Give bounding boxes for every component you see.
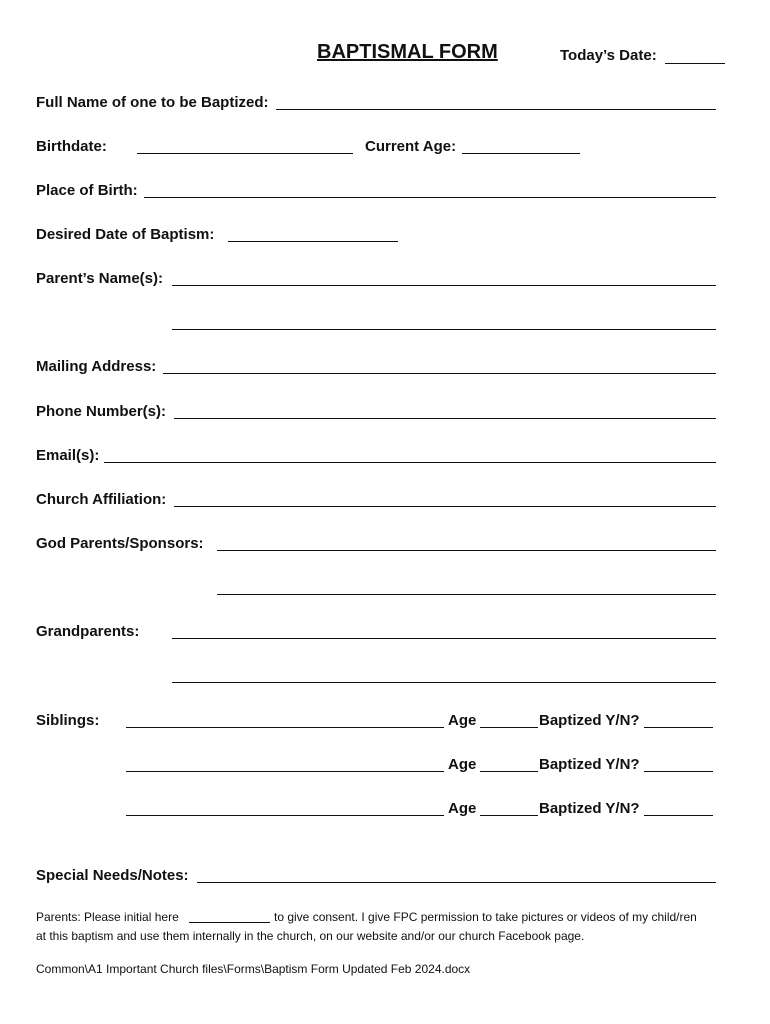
current-age-label: Current Age: [365, 138, 457, 155]
birthdate-field[interactable] [137, 153, 353, 154]
parents-names-field-2[interactable] [172, 329, 716, 330]
phone-numbers-field[interactable] [174, 418, 716, 419]
sibling-name-field[interactable] [126, 815, 444, 816]
place-of-birth-field[interactable] [144, 197, 716, 198]
special-needs-label: Special Needs/Notes: [36, 867, 189, 884]
parents-names-label: Parent’s Name(s): [36, 270, 163, 287]
church-affiliation-field[interactable] [174, 506, 716, 507]
sibling-baptized-field[interactable] [644, 727, 713, 728]
birthdate-label: Birthdate: [36, 138, 107, 155]
mailing-address-label: Mailing Address: [36, 358, 157, 375]
form-title: BAPTISMAL FORM [317, 41, 498, 63]
phone-numbers-label: Phone Number(s): [36, 403, 167, 420]
desired-date-label: Desired Date of Baptism: [36, 226, 215, 243]
sibling-name-field[interactable] [126, 727, 444, 728]
emails-label: Email(s): [36, 447, 100, 464]
sibling-age-field[interactable] [480, 727, 538, 728]
sibling-baptized-label: Baptized Y/N? [539, 800, 640, 817]
sibling-age-label: Age [448, 756, 477, 773]
grandparents-field-1[interactable] [172, 638, 716, 639]
sibling-age-label: Age [448, 712, 477, 729]
sibling-baptized-field[interactable] [644, 815, 713, 816]
emails-field[interactable] [104, 462, 716, 463]
special-needs-field[interactable] [197, 882, 716, 883]
sibling-age-field[interactable] [480, 815, 538, 816]
grandparents-label: Grandparents: [36, 623, 140, 640]
full-name-label: Full Name of one to be Baptized: [36, 94, 269, 111]
parents-names-field-1[interactable] [172, 285, 716, 286]
god-parents-field-2[interactable] [217, 594, 716, 595]
todays-date-field[interactable] [665, 63, 725, 64]
consent-initial-field[interactable] [189, 922, 270, 923]
mailing-address-field[interactable] [163, 373, 716, 374]
grandparents-field-2[interactable] [172, 682, 716, 683]
current-age-field[interactable] [462, 153, 580, 154]
god-parents-label: God Parents/Sponsors: [36, 535, 204, 552]
siblings-label: Siblings: [36, 712, 100, 729]
footer-file-path: Common\A1 Important Church files\Forms\Baptism Form Updated Feb 2024.docx [36, 962, 471, 976]
consent-text-end: to give consent. I give FPC permission to take pictures or videos of my child/ren [274, 910, 697, 924]
consent-text-line2: at this baptism and use them internally in the church, on our website and/or our church Facebook page. [36, 929, 585, 943]
place-of-birth-label: Place of Birth: [36, 182, 138, 199]
sibling-name-field[interactable] [126, 771, 444, 772]
full-name-field[interactable] [276, 109, 716, 110]
sibling-baptized-field[interactable] [644, 771, 713, 772]
todays-date-label: Today’s Date: [560, 47, 657, 64]
sibling-age-field[interactable] [480, 771, 538, 772]
sibling-baptized-label: Baptized Y/N? [539, 756, 640, 773]
desired-date-field[interactable] [228, 241, 398, 242]
god-parents-field-1[interactable] [217, 550, 716, 551]
consent-text-start: Parents: Please initial here [36, 910, 179, 924]
sibling-age-label: Age [448, 800, 477, 817]
church-affiliation-label: Church Affiliation: [36, 491, 167, 508]
sibling-baptized-label: Baptized Y/N? [539, 712, 640, 729]
